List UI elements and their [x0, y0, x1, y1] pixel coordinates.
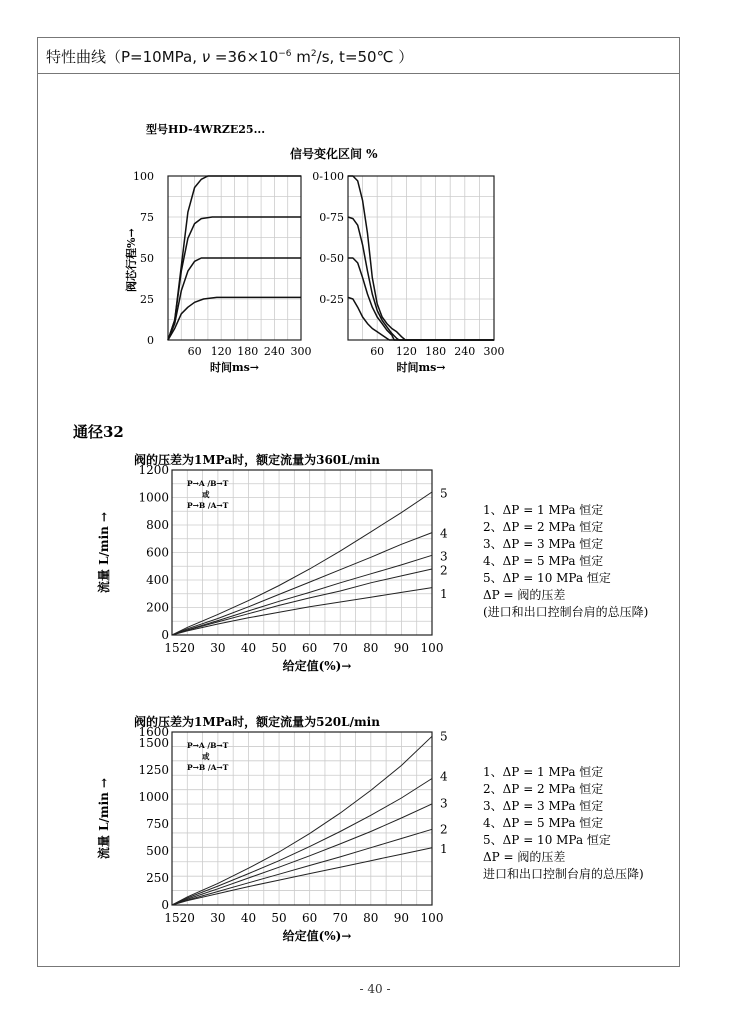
- chart-title: 阀的压差为1MPa时，额定流量为360L/min: [134, 453, 380, 467]
- legend-item: 3、ΔP = 3 MPa 恒定: [483, 799, 604, 813]
- x-tick-label: 30: [210, 641, 226, 655]
- x-tick-label: 50: [271, 911, 287, 925]
- inset-text: 或: [202, 752, 210, 761]
- series-label: 5: [440, 729, 448, 744]
- page-number: - 40 -: [359, 982, 391, 996]
- inset-text: P→B /A→T: [187, 501, 229, 510]
- series-line: [172, 829, 432, 905]
- x-axis-label: 给定值(%)→: [282, 659, 352, 673]
- x-tick-label: 15: [164, 641, 180, 655]
- chart-title: 阀的压差为1MPa时，额定流量为520L/min: [134, 715, 380, 729]
- series-line: [172, 555, 432, 635]
- legend-item: 2、ΔP = 2 MPa 恒定: [483, 782, 604, 796]
- series-label: 1: [440, 841, 448, 856]
- x-tick-label: 90: [393, 641, 410, 655]
- y-tick-label: 750: [146, 816, 169, 831]
- y-tick-label: 1500: [138, 735, 169, 750]
- x-tick-label: 120: [210, 345, 232, 358]
- x-tick-label: 100: [420, 641, 444, 655]
- x-tick-label: 40: [240, 641, 257, 655]
- legend-item: 4、ΔP = 5 MPa 恒定: [483, 554, 604, 568]
- header-unit-exp: 2: [310, 49, 317, 59]
- y-tick-label: 0-25: [319, 293, 344, 306]
- legend-item: 1、ΔP = 1 MPa 恒定: [483, 765, 604, 779]
- series-label: 2: [440, 822, 448, 837]
- header-tail: /s, t=50℃ ）: [316, 48, 414, 66]
- x-axis-label: 给定值(%)→: [282, 929, 352, 943]
- header-viscosity: =36×10: [210, 48, 279, 66]
- y-axis-label: 阀芯行程%→: [125, 228, 138, 292]
- legend-item: ΔP = 阀的压差: [483, 850, 566, 864]
- x-tick-label: 300: [290, 345, 312, 358]
- x-tick-label: 40: [240, 911, 257, 925]
- series-label: 4: [440, 526, 448, 541]
- x-tick-label: 60: [187, 345, 202, 358]
- inset-text: 或: [202, 490, 210, 499]
- series-line: [172, 804, 432, 905]
- y-tick-label: 0: [147, 334, 154, 347]
- y-tick-label: 100: [133, 170, 154, 183]
- section-title: 通径32: [73, 423, 124, 441]
- x-tick-label: 20: [179, 641, 195, 655]
- series-label: 4: [440, 769, 448, 784]
- y-tick-label: 600: [146, 545, 169, 560]
- y-tick-label: 1200: [138, 463, 169, 477]
- legend-item: 4、ΔP = 5 MPa 恒定: [483, 816, 604, 830]
- x-tick-label: 70: [332, 911, 348, 925]
- x-axis-label: 时间ms→: [209, 361, 260, 374]
- chart-title: 型号HD-4WRZE25...: [146, 123, 266, 136]
- y-axis-label: 流量 L/min →: [97, 777, 111, 860]
- header-nu: ν: [201, 48, 211, 66]
- y-tick-label: 0-75: [319, 211, 344, 224]
- series-line: [172, 736, 432, 905]
- legend-item: ΔP = 阀的压差: [483, 588, 566, 602]
- y-tick-label: 0: [161, 628, 169, 642]
- x-tick-label: 70: [332, 641, 348, 655]
- header-visc-exp: −6: [278, 49, 292, 59]
- legend-item: (进口和出口控制台肩的总压降): [483, 605, 649, 619]
- inset-text: P→B /A→T: [187, 763, 229, 772]
- y-tick-label: 0-100: [312, 170, 344, 183]
- x-tick-label: 60: [302, 911, 318, 925]
- y-tick-label: 1000: [138, 490, 169, 505]
- x-tick-label: 300: [483, 345, 505, 358]
- y-tick-label: 500: [146, 843, 169, 858]
- x-tick-label: 60: [302, 641, 318, 655]
- x-tick-label: 60: [370, 345, 385, 358]
- y-tick-label: 25: [140, 293, 154, 306]
- x-tick-label: 240: [263, 345, 285, 358]
- y-tick-label: 800: [146, 518, 169, 532]
- series-label: 2: [440, 563, 448, 578]
- x-tick-label: 50: [271, 641, 287, 655]
- x-tick-label: 180: [425, 345, 447, 358]
- legend-item: 进口和出口控制台肩的总压降): [483, 867, 644, 881]
- y-tick-label: 250: [146, 870, 169, 885]
- y-tick-label: 0-50: [319, 252, 344, 265]
- x-tick-label: 120: [395, 345, 417, 358]
- x-tick-label: 80: [363, 641, 379, 655]
- y-tick-label: 1000: [138, 789, 169, 804]
- y-tick-label: 0: [161, 898, 169, 912]
- y-tick-label: 200: [146, 600, 169, 615]
- series-label: 1: [440, 586, 448, 601]
- legend-item: 1、ΔP = 1 MPa 恒定: [483, 503, 604, 517]
- legend-item: 3、ΔP = 3 MPa 恒定: [483, 537, 604, 551]
- series-label: 3: [440, 796, 448, 811]
- y-tick-label: 75: [140, 211, 154, 224]
- x-axis-label: 时间ms→: [396, 361, 446, 374]
- x-tick-label: 15: [164, 911, 180, 925]
- y-tick-label: 50: [140, 252, 154, 265]
- y-tick-label: 400: [146, 573, 169, 587]
- series-line: [172, 533, 432, 635]
- x-tick-label: 180: [237, 345, 259, 358]
- legend-item: 2、ΔP = 2 MPa 恒定: [483, 520, 604, 534]
- y-tick-label: 1600: [138, 725, 169, 739]
- y-tick-label: 1250: [138, 762, 169, 777]
- x-tick-label: 20: [179, 911, 195, 925]
- x-tick-label: 90: [393, 911, 410, 925]
- inset-text: P→A /B→T: [187, 479, 229, 488]
- x-tick-label: 240: [454, 345, 476, 358]
- x-tick-label: 100: [420, 911, 444, 925]
- legend-item: 5、ΔP = 10 MPa 恒定: [483, 833, 611, 847]
- chart-title: 信号变化区间 %: [290, 147, 378, 161]
- series-label: 5: [440, 486, 448, 501]
- inset-text: P→A /B→T: [187, 741, 229, 750]
- x-tick-label: 30: [210, 911, 226, 925]
- header-unit: m: [291, 48, 311, 66]
- header-prefix: 特性曲线（: [46, 48, 122, 66]
- header-pressure: P=10MPa,: [121, 48, 202, 66]
- x-tick-label: 80: [363, 911, 379, 925]
- legend-item: 5、ΔP = 10 MPa 恒定: [483, 571, 611, 585]
- series-label: 3: [440, 549, 448, 564]
- series-line: [172, 492, 432, 635]
- y-axis-label: 流量 L/min →: [97, 511, 111, 594]
